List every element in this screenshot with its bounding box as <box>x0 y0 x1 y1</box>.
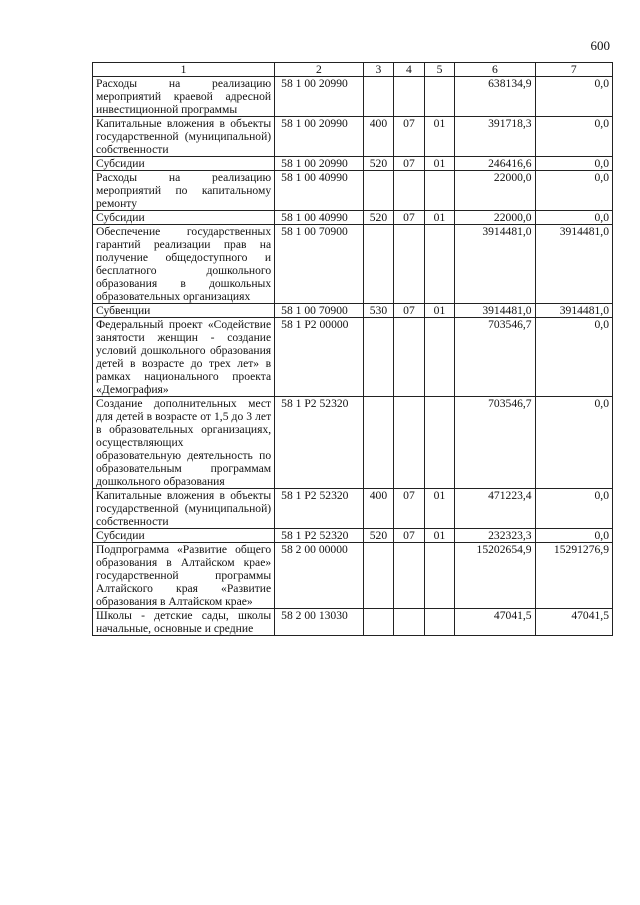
item-code: 58 1 00 40990 <box>275 171 364 211</box>
header-row <box>93 63 613 77</box>
table-row <box>93 318 613 397</box>
cell-col3 <box>363 171 394 211</box>
cell-col3 <box>363 543 394 609</box>
item-name: Расходы на реализацию мероприятий краевой адресной инвестиционной программы <box>93 77 275 117</box>
item-code: 58 1 P2 00000 <box>275 318 364 397</box>
amount-col6: 47041,5 <box>455 609 535 636</box>
item-name: Подпрограмма «Развитие общего образования в Алтайском крае» государственной программы Алтайского края «Развитие образования в Алтайском крае» <box>93 543 275 609</box>
table-row <box>93 225 613 304</box>
page-number: 600 <box>590 38 610 53</box>
column-header: 7 <box>535 63 612 77</box>
item-name: Федеральный проект «Содействие занятости женщин - создание условий дошкольного образования детей в возрасте до трех лет» в рамках национального проекта «Демография» <box>93 318 275 397</box>
amount-col6: 703546,7 <box>455 318 535 397</box>
amount-col7: 0,0 <box>535 529 612 543</box>
cell-col3: 520 <box>363 211 394 225</box>
table-row <box>93 529 613 543</box>
cell-col4 <box>394 171 425 211</box>
amount-col7: 3914481,0 <box>535 304 612 318</box>
cell-col5: 01 <box>424 529 455 543</box>
amount-col6: 246416,6 <box>455 157 535 171</box>
column-header: 1 <box>93 63 275 77</box>
cell-col4: 07 <box>394 117 425 157</box>
item-name: Субвенции <box>93 304 275 318</box>
column-header: 4 <box>394 63 425 77</box>
table-row <box>93 397 613 489</box>
amount-col7: 0,0 <box>535 318 612 397</box>
table-row <box>93 304 613 318</box>
amount-col6: 3914481,0 <box>455 304 535 318</box>
cell-col5: 01 <box>424 157 455 171</box>
cell-col3 <box>363 318 394 397</box>
cell-col4: 07 <box>394 211 425 225</box>
cell-col3 <box>363 77 394 117</box>
amount-col7: 0,0 <box>535 397 612 489</box>
item-name: Обеспечение государственных гарантий реализации прав на получение общедоступного и бесплатного дошкольного образования в дошкольных образовательных организациях <box>93 225 275 304</box>
item-name: Расходы на реализацию мероприятий по капитальному ремонту <box>93 171 275 211</box>
amount-col6: 391718,3 <box>455 117 535 157</box>
cell-col4: 07 <box>394 489 425 529</box>
amount-col7: 15291276,9 <box>535 543 612 609</box>
item-name: Школы - детские сады, школы начальные, основные и средние <box>93 609 275 636</box>
item-code: 58 1 00 20990 <box>275 157 364 171</box>
item-name: Капитальные вложения в объекты государственной (муниципальной) собственности <box>93 489 275 529</box>
column-header: 5 <box>424 63 455 77</box>
amount-col7: 0,0 <box>535 117 612 157</box>
cell-col5 <box>424 77 455 117</box>
cell-col3 <box>363 609 394 636</box>
cell-col5 <box>424 609 455 636</box>
item-code: 58 1 00 40990 <box>275 211 364 225</box>
amount-col7: 0,0 <box>535 171 612 211</box>
table-row <box>93 489 613 529</box>
amount-col7: 0,0 <box>535 489 612 529</box>
cell-col4 <box>394 543 425 609</box>
cell-col4: 07 <box>394 157 425 171</box>
cell-col5 <box>424 397 455 489</box>
item-name: Субсидии <box>93 211 275 225</box>
table-row <box>93 609 613 636</box>
cell-col5: 01 <box>424 304 455 318</box>
amount-col7: 0,0 <box>535 157 612 171</box>
cell-col3: 520 <box>363 157 394 171</box>
item-name: Субсидии <box>93 529 275 543</box>
amount-col6: 22000,0 <box>455 211 535 225</box>
table-row <box>93 171 613 211</box>
cell-col4: 07 <box>394 529 425 543</box>
cell-col3 <box>363 225 394 304</box>
cell-col3: 400 <box>363 117 394 157</box>
item-code: 58 1 00 70900 <box>275 304 364 318</box>
column-header: 2 <box>275 63 364 77</box>
cell-col4 <box>394 609 425 636</box>
item-name: Создание дополнительных мест для детей в возрасте от 1,5 до 3 лет в образовательных организациях, осуществляющих образовательную деятельность по образовательным программам дошкольного образования <box>93 397 275 489</box>
item-name: Капитальные вложения в объекты государственной (муниципальной) собственности <box>93 117 275 157</box>
item-code: 58 1 00 20990 <box>275 117 364 157</box>
cell-col4: 07 <box>394 304 425 318</box>
cell-col4 <box>394 225 425 304</box>
cell-col5: 01 <box>424 489 455 529</box>
item-code: 58 1 P2 52320 <box>275 529 364 543</box>
table-row <box>93 117 613 157</box>
item-code: 58 1 00 20990 <box>275 77 364 117</box>
table-row <box>93 157 613 171</box>
table-row <box>93 211 613 225</box>
amount-col7: 3914481,0 <box>535 225 612 304</box>
amount-col6: 703546,7 <box>455 397 535 489</box>
item-code: 58 2 00 13030 <box>275 609 364 636</box>
table-row <box>93 77 613 117</box>
cell-col5 <box>424 171 455 211</box>
column-header: 3 <box>363 63 394 77</box>
amount-col6: 638134,9 <box>455 77 535 117</box>
cell-col5: 01 <box>424 117 455 157</box>
amount-col7: 47041,5 <box>535 609 612 636</box>
item-code: 58 1 00 70900 <box>275 225 364 304</box>
cell-col4 <box>394 318 425 397</box>
cell-col5 <box>424 225 455 304</box>
cell-col3: 400 <box>363 489 394 529</box>
cell-col5 <box>424 543 455 609</box>
item-code: 58 1 P2 52320 <box>275 397 364 489</box>
cell-col5 <box>424 318 455 397</box>
item-code: 58 1 P2 52320 <box>275 489 364 529</box>
table-row <box>93 543 613 609</box>
amount-col7: 0,0 <box>535 211 612 225</box>
cell-col3 <box>363 397 394 489</box>
cell-col5: 01 <box>424 211 455 225</box>
amount-col7: 0,0 <box>535 77 612 117</box>
amount-col6: 15202654,9 <box>455 543 535 609</box>
amount-col6: 232323,3 <box>455 529 535 543</box>
budget-table <box>92 62 613 636</box>
column-header: 6 <box>455 63 535 77</box>
amount-col6: 3914481,0 <box>455 225 535 304</box>
cell-col4 <box>394 77 425 117</box>
cell-col3: 530 <box>363 304 394 318</box>
amount-col6: 471223,4 <box>455 489 535 529</box>
cell-col3: 520 <box>363 529 394 543</box>
item-name: Субсидии <box>93 157 275 171</box>
item-code: 58 2 00 00000 <box>275 543 364 609</box>
cell-col4 <box>394 397 425 489</box>
amount-col6: 22000,0 <box>455 171 535 211</box>
